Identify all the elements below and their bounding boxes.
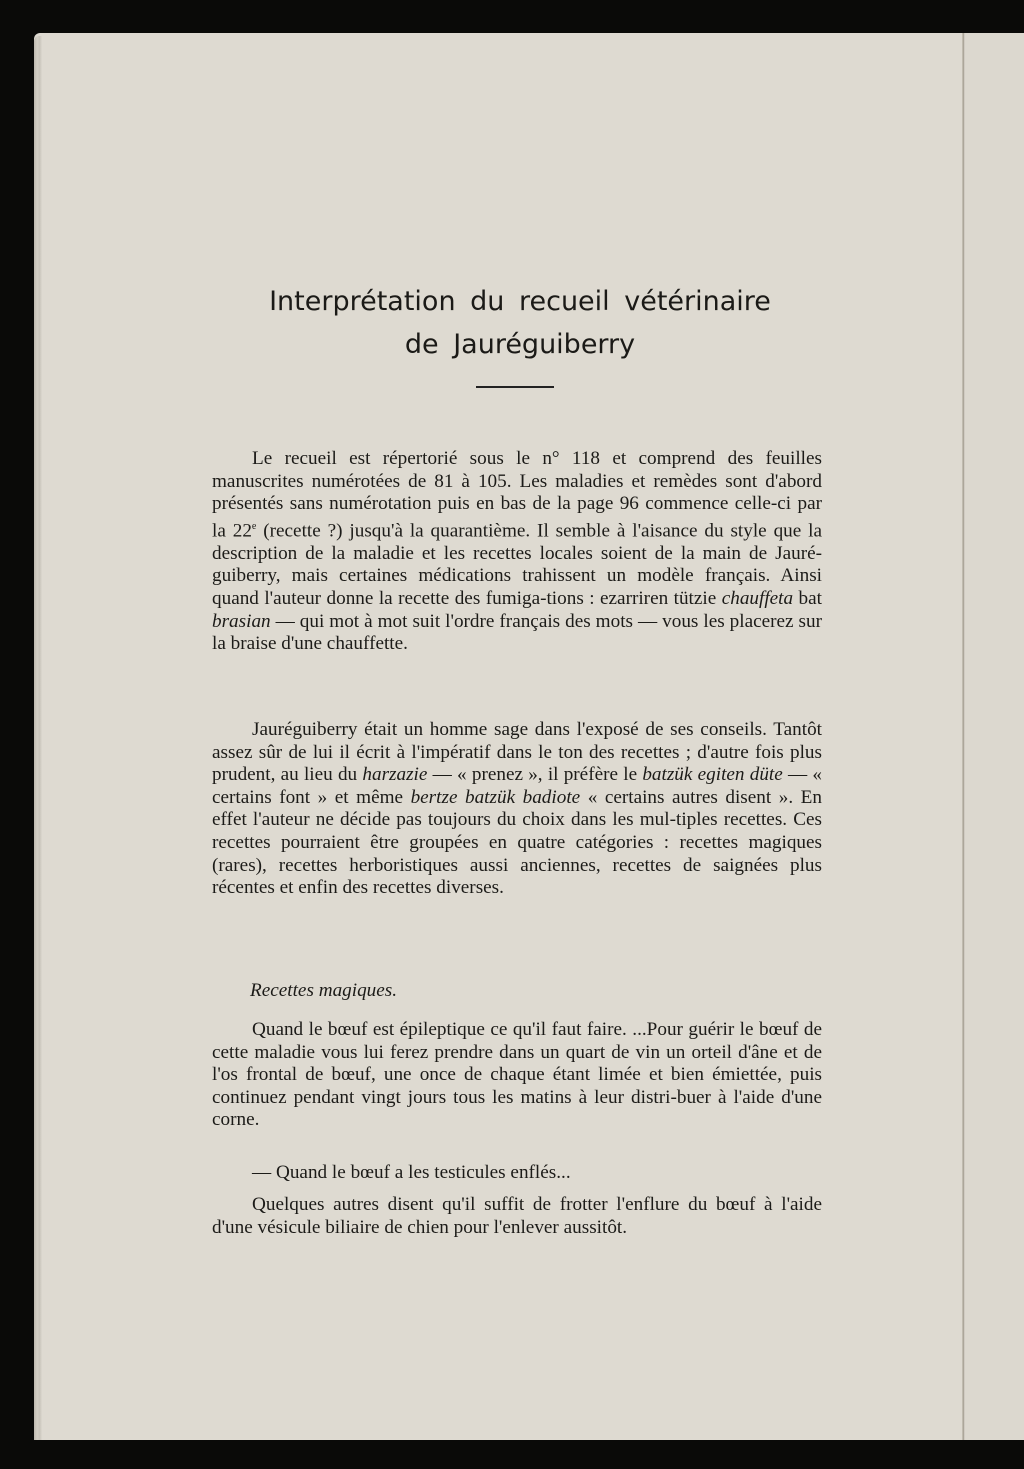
superscript: e	[251, 520, 257, 532]
italic-term: bertze batzük badiote	[410, 786, 581, 808]
text-run: (recette ?) jusqu'à la quarantième. Il semble à l'aisance du style que la description de la maladie et les recettes locales soient de la main de Jauré-guiberry, mais certaines médications trahissent un modèle français. Ainsi quand l'auteur donne la recette des fumiga-tions : ezarriren tützie	[212, 520, 822, 609]
paragraph-4	[212, 1162, 822, 1185]
text-run: — qui mot à mot suit l'ordre français des mots — vous les placerez sur la braise d'une chauffette.	[212, 610, 822, 655]
text-run: Jauréguiberry était un homme sage dans l'exposé de ses conseils. Tantôt assez sûr de lui il écrit à l'impératif dans le ton des recettes ; d'autre fois plus prudent, au lieu du	[212, 719, 822, 786]
italic-term: chauffeta	[721, 587, 794, 609]
italic-term: batzük egiten düte	[642, 764, 783, 786]
paragraph-1	[212, 448, 822, 656]
paragraph-2-text	[212, 719, 822, 900]
section-heading-text: Recettes magiques.	[250, 980, 398, 1001]
paragraph-1-text	[212, 448, 822, 656]
paragraph-5-text: Quelques autres disent qu'il suffit de frotter l'enflure du bœuf à l'aide d'une vésicule biliaire de chien pour l'enlever aussitôt.	[212, 1194, 822, 1238]
paragraph-3	[212, 1019, 822, 1132]
page-edge-stack	[34, 36, 42, 1440]
title-divider	[476, 386, 554, 388]
paragraph-2	[212, 719, 822, 900]
page-title	[200, 280, 840, 366]
title-line-2: de Jauréguiberry	[404, 329, 636, 360]
facing-page-edge	[965, 33, 1024, 1440]
italic-term: harzazie	[362, 764, 428, 786]
paragraph-5	[212, 1194, 822, 1239]
section-heading	[212, 980, 822, 1003]
title-line-1: Interprétation du recueil vétérinaire	[269, 286, 771, 317]
text-run: bat	[793, 587, 822, 609]
text-run: — « prenez », il préfère le	[427, 764, 643, 786]
italic-term: brasian	[212, 610, 271, 632]
paragraph-3-text: Quand le bœuf est épileptique ce qu'il faut faire. ...Pour guérir le bœuf de cette maladie vous lui ferez prendre dans un quart de vin un orteil d'âne et de l'os frontal de bœuf, une once de chaque étant limée et bien émiettée, puis continuez pendant vingt jours tous les matins à leur distri-buer à l'aide d'une corne.	[212, 1019, 822, 1131]
text-run: — « certains font » et même	[212, 764, 823, 808]
text-run: « certains autres disent ». En effet l'auteur ne décide pas toujours du choix dans les mul-tiples recettes. Ces recettes pourraient être groupées en quatre catégories : recettes magiques (rares), recettes herboristiques aussi anciennes, recettes de saignées plus récentes et enfin des recettes diverses.	[212, 786, 822, 899]
text-run: Le recueil est répertorié sous le n° 118 et comprend des feuilles manuscrites numérotées de 81 à 105. Les maladies et remèdes sont d'abord présentés sans numérotation puis en bas de la page 96 commence celle-ci par la 22	[212, 448, 822, 542]
paragraph-4-text: — Quand le bœuf a les testicules enflés...	[252, 1162, 571, 1183]
